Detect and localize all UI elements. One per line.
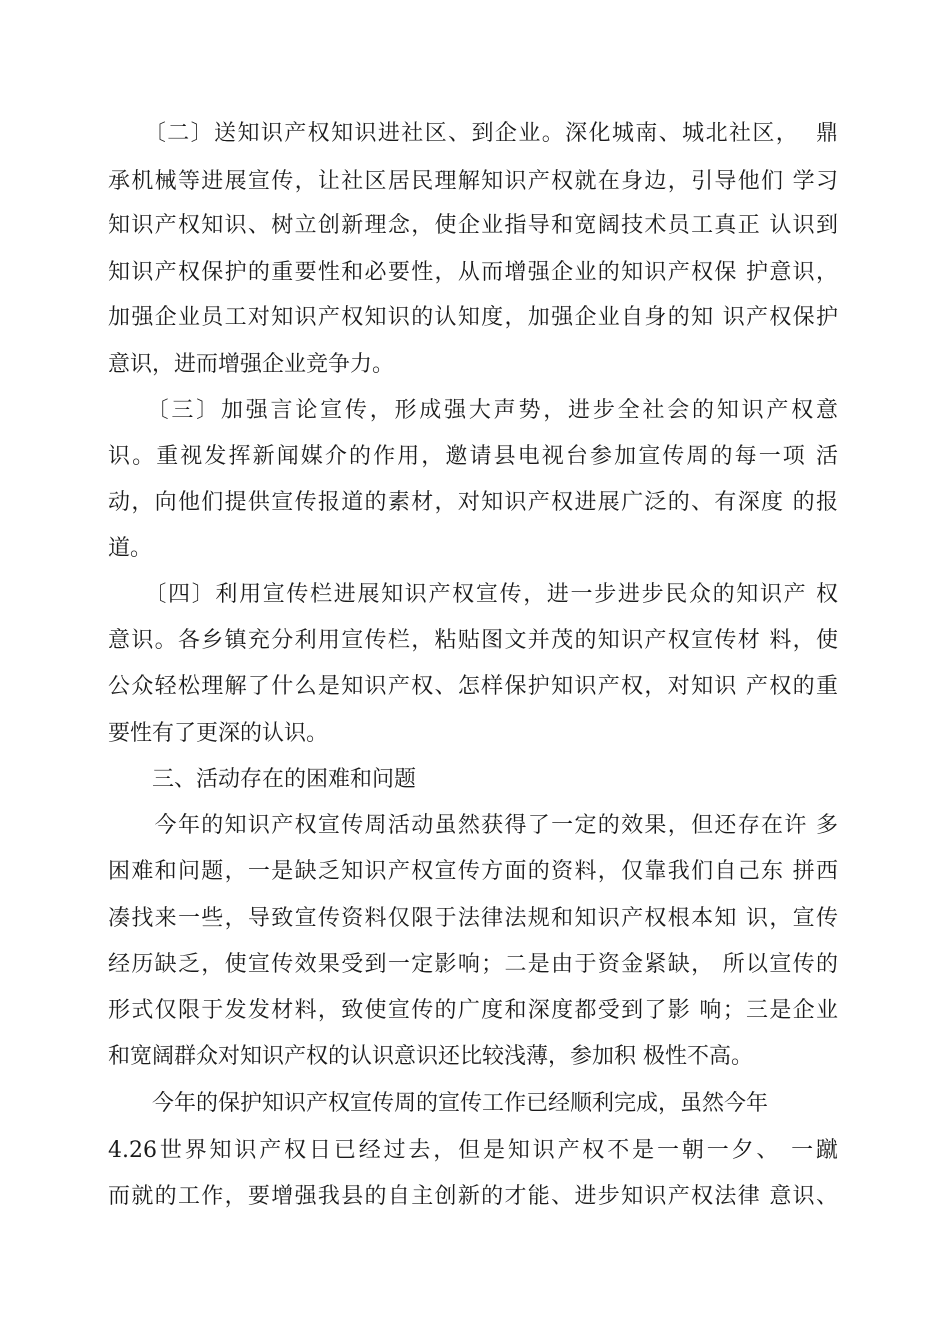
text-line: 形式仅限于发发材料，致使宣传的广度和深度都受到了影 响；三是企业 <box>108 998 838 1023</box>
text-line: 〔二〕送知识产权知识进社区、到企业。深化城南、城北社区， 鼎 <box>108 121 838 146</box>
text-line: 经历缺乏，使宣传效果受到一定影响；二是由于资金紧缺， 所以宣传的 <box>108 952 838 977</box>
text-line: 今年的知识产权宣传周活动虽然获得了一定的效果，但还存在许 多 <box>108 813 838 838</box>
text-line: 〔四〕利用宣传栏进展知识产权宣传，进一步进步民众的知识产 权 <box>108 582 838 607</box>
section-heading: 三、活动存在的困难和问题 <box>108 767 417 792</box>
text-line: 识。重视发挥新闻媒介的作用，邀请县电视台参加宣传周的每一项 活 <box>108 444 838 469</box>
text-line: 困难和问题，一是缺乏知识产权宣传方面的资料，仅靠我们自己东 拼西 <box>108 859 838 884</box>
text-line: 动，向他们提供宣传报道的素材，对知识产权进展广泛的、有深度 的报 <box>108 490 838 515</box>
text-line: 而就的工作，要增强我县的自主创新的才能、进步知识产权法律 意识、 <box>108 1184 838 1209</box>
text-line: 公众轻松理解了什么是知识产权、怎样保护知识产权，对知识 产权的重 <box>108 674 838 699</box>
text-line: 今年的保护知识产权宣传周的宣传工作已经顺利完成，虽然今年 <box>108 1091 769 1116</box>
text-line: 知识产权知识、树立创新理念，使企业指导和宽阔技术员工真正 认识到 <box>108 213 838 238</box>
text-line: 意识，进而增强企业竞争力。 <box>108 352 395 377</box>
text-line: 知识产权保护的重要性和必要性，从而增强企业的知识产权保 护意识， <box>108 260 838 285</box>
text-line: 意识。各乡镇充分利用宣传栏，粘贴图文并茂的知识产权宣传材 料，使 <box>108 628 838 653</box>
text-line: 凑找来一些，导致宣传资料仅限于法律法规和知识产权根本知 识，宣传 <box>108 906 838 931</box>
text-line: 要性有了更深的认识。 <box>108 721 329 746</box>
text-line: 4.26世界知识产权日已经过去，但是知识产权不是一朝一夕、 一蹴 <box>108 1138 838 1163</box>
text-line: 加强企业员工对知识产权知识的认知度，加强企业自身的知 识产权保护 <box>108 305 838 330</box>
text-line: 和宽阔群众对知识产权的认识意识还比较浅薄，参加积 极性不高。 <box>108 1044 753 1069</box>
text-line: 承机械等进展宣传，让社区居民理解知识产权就在身边，引导他们 学习 <box>108 169 838 194</box>
text-line: 道。 <box>108 536 153 561</box>
text-line: 〔三〕加强言论宣传，形成强大声势，进步全社会的知识产权意 <box>108 398 838 423</box>
